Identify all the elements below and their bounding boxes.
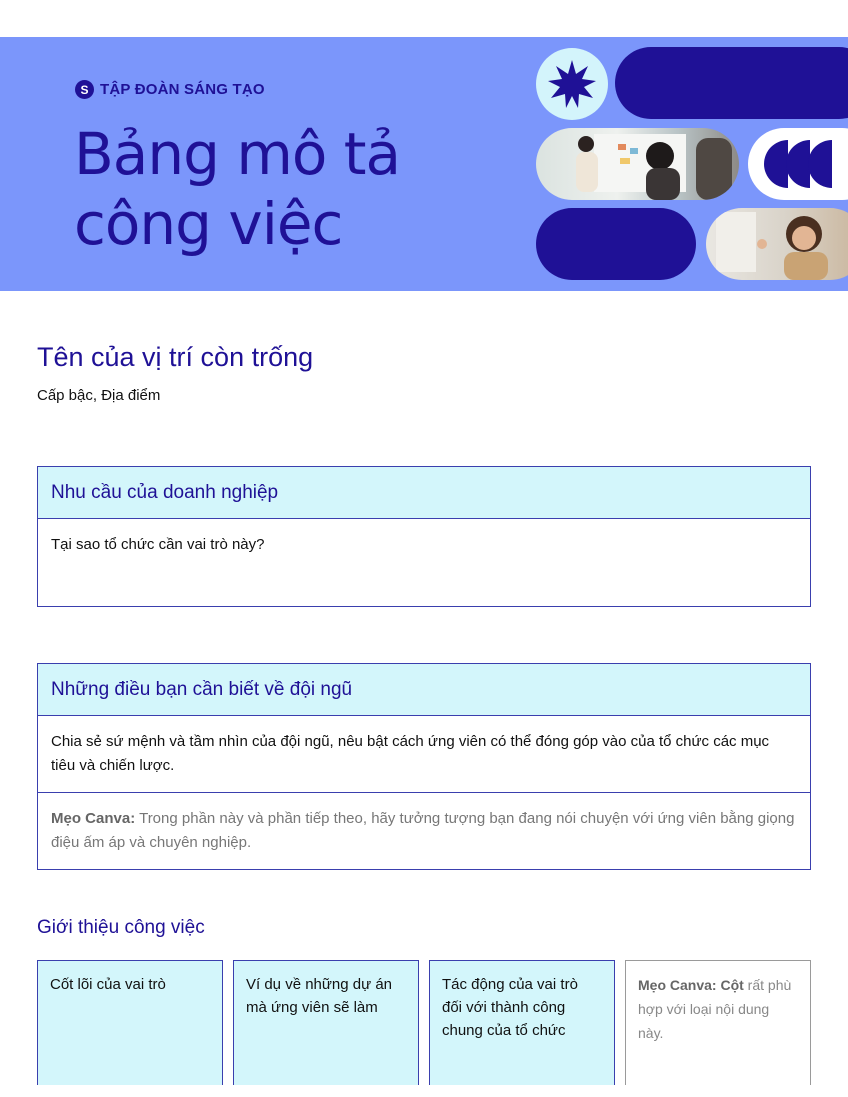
quarter-circles-icon (748, 128, 848, 200)
tip-label: Mẹo Canva: (51, 810, 136, 827)
decorative-pill (536, 208, 696, 280)
starburst-icon (536, 48, 608, 120)
brand (75, 80, 265, 99)
decorative-pill (615, 47, 848, 119)
intro-card: Tác động của vai trò đối với thành công chung của tổ chức (429, 960, 615, 1085)
position-title: Tên của vị trí còn trống (37, 342, 314, 372)
tip-card-label: Mẹo Canva: Cột (638, 977, 744, 993)
document-title: Bảng mô tả công việc (74, 120, 401, 258)
woman-at-laptop-photo (706, 208, 848, 280)
brand-logo-icon: S (75, 80, 94, 99)
intro-tip-card (625, 960, 811, 1085)
intro-card: Cốt lõi của vai trò (37, 960, 223, 1085)
tip-text: Trong phần này và phần tiếp theo, hãy tưởng tượng bạn đang nói chuyện với ứng viên bằng giọng điệu ấm áp và chuyên nghiệp. (51, 810, 795, 851)
team-box (37, 663, 811, 870)
business-need-body: Tại sao tổ chức cần vai trò này? (51, 536, 265, 553)
header-banner (0, 37, 848, 291)
office-meeting-photo (536, 128, 739, 200)
team-heading: Những điều bạn cần biết về đội ngũ (38, 664, 810, 716)
team-tip (38, 792, 810, 869)
position-subtitle: Cấp bậc, Địa điểm (37, 387, 161, 404)
tip-card-text: rất phù hợp với loại nội dung này. (638, 977, 792, 1041)
team-body: Chia sẻ sứ mệnh và tầm nhìn của đội ngũ, nêu bật cách ứng viên có thể đóng góp vào của tổ chức các mục tiêu và chiến lược. (51, 733, 770, 774)
business-need-heading: Nhu cầu của doanh nghiệp (38, 467, 810, 519)
brand-name: TẬP ĐOÀN SÁNG TẠO (100, 81, 265, 98)
business-need-box (37, 466, 811, 607)
job-intro-heading: Giới thiệu công việc (37, 917, 205, 938)
intro-card: Ví dụ về những dự án mà ứng viên sẽ làm (233, 960, 419, 1085)
